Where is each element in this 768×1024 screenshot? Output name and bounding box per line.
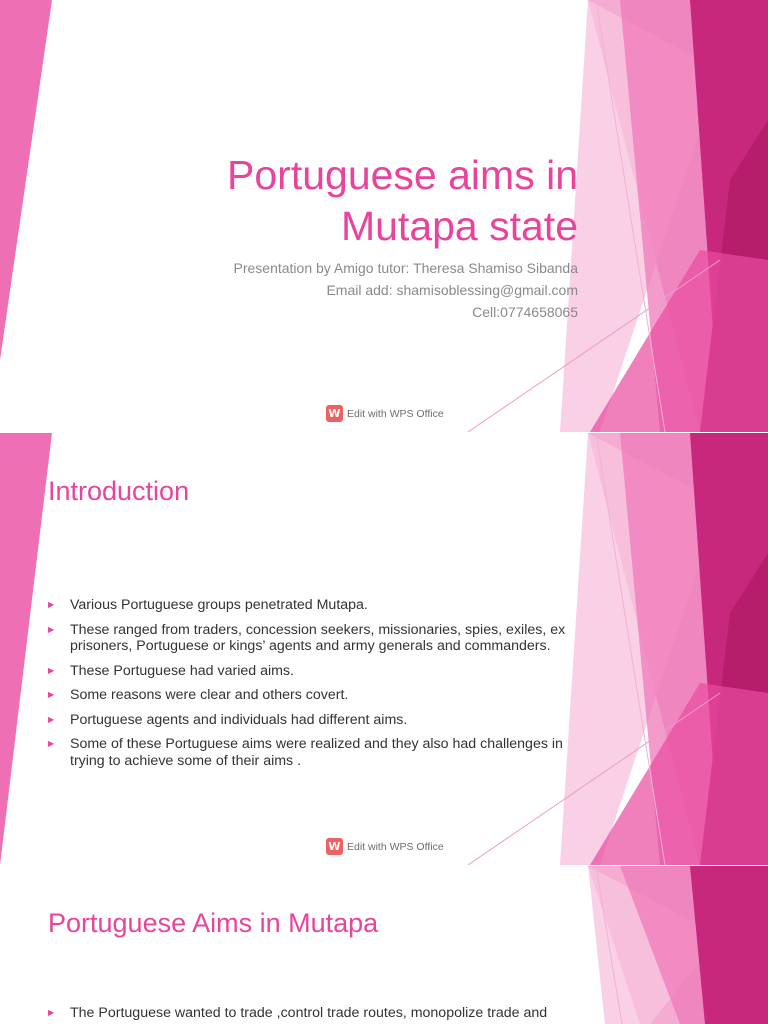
list-item: [48, 736, 578, 769]
title-line-2: Mutapa state: [340, 203, 578, 249]
introduction-bullet-list: [48, 597, 578, 777]
slide-introduction: [0, 433, 768, 865]
slide-title-heading: [227, 150, 578, 252]
bullet-text: Various Portuguese groups penetrated Mutapa.: [70, 597, 368, 613]
pink-arrow-bullet-icon: ▶: [48, 665, 55, 675]
bullet-text: The Portuguese wanted to trade ,control trade routes, monopolize trade and: [70, 1005, 548, 1021]
presenter-line: Presentation by Amigo tutor: Theresa Shamiso Sibanda: [233, 260, 578, 276]
pink-arrow-bullet-icon: ▶: [48, 690, 55, 699]
slide-decoration: [0, 866, 768, 1024]
bullet-text: Some reasons were clear and others covert.: [70, 687, 349, 703]
bullet-text: These ranged from traders, concession seekers, missionaries, spies, exiles, ex prisoners, Portuguese or kings’ agents and army generals and commanders.: [70, 621, 566, 654]
wps-watermark[interactable]: [326, 838, 444, 855]
email-line: Email add: shamisoblessing@gmail.com: [326, 282, 578, 298]
introduction-heading: Introduction: [48, 476, 190, 506]
list-item: [48, 597, 578, 614]
wps-watermark[interactable]: [326, 405, 444, 422]
slide-portuguese-aims: [0, 866, 768, 1024]
bullet-text: These Portuguese had varied aims.: [70, 662, 294, 679]
wps-logo-icon: W: [326, 838, 343, 855]
list-item: [48, 687, 578, 704]
pink-arrow-bullet-icon: ▶: [48, 600, 55, 609]
presenter-info: [234, 257, 579, 323]
portuguese-aims-bullet-list: [48, 1005, 578, 1024]
title-line-1: Portuguese aims in: [227, 152, 578, 198]
list-item: [48, 1005, 578, 1022]
list-item: [48, 663, 578, 680]
cell-line: Cell:0774658065: [472, 304, 578, 320]
slide-title: [0, 0, 768, 432]
pink-arrow-bullet-icon: ▶: [48, 714, 55, 724]
bullet-text: Some of these Portuguese aims were realized and they also had challenges in trying to achieve some of their aims .: [70, 736, 563, 769]
bullet-text: Portuguese agents and individuals had different aims.: [70, 711, 408, 728]
portuguese-aims-heading: Portuguese Aims in Mutapa: [48, 908, 379, 938]
list-item: [48, 622, 578, 655]
list-item: [48, 712, 578, 729]
pink-arrow-bullet-icon: ▶: [48, 624, 55, 634]
wps-watermark-label: Edit with WPS Office: [347, 407, 444, 420]
wps-watermark-label: Edit with WPS Office: [347, 840, 444, 853]
pink-arrow-bullet-icon: ▶: [48, 1008, 55, 1017]
pink-arrow-bullet-icon: ▶: [48, 739, 55, 748]
wps-logo-icon: W: [326, 405, 343, 422]
